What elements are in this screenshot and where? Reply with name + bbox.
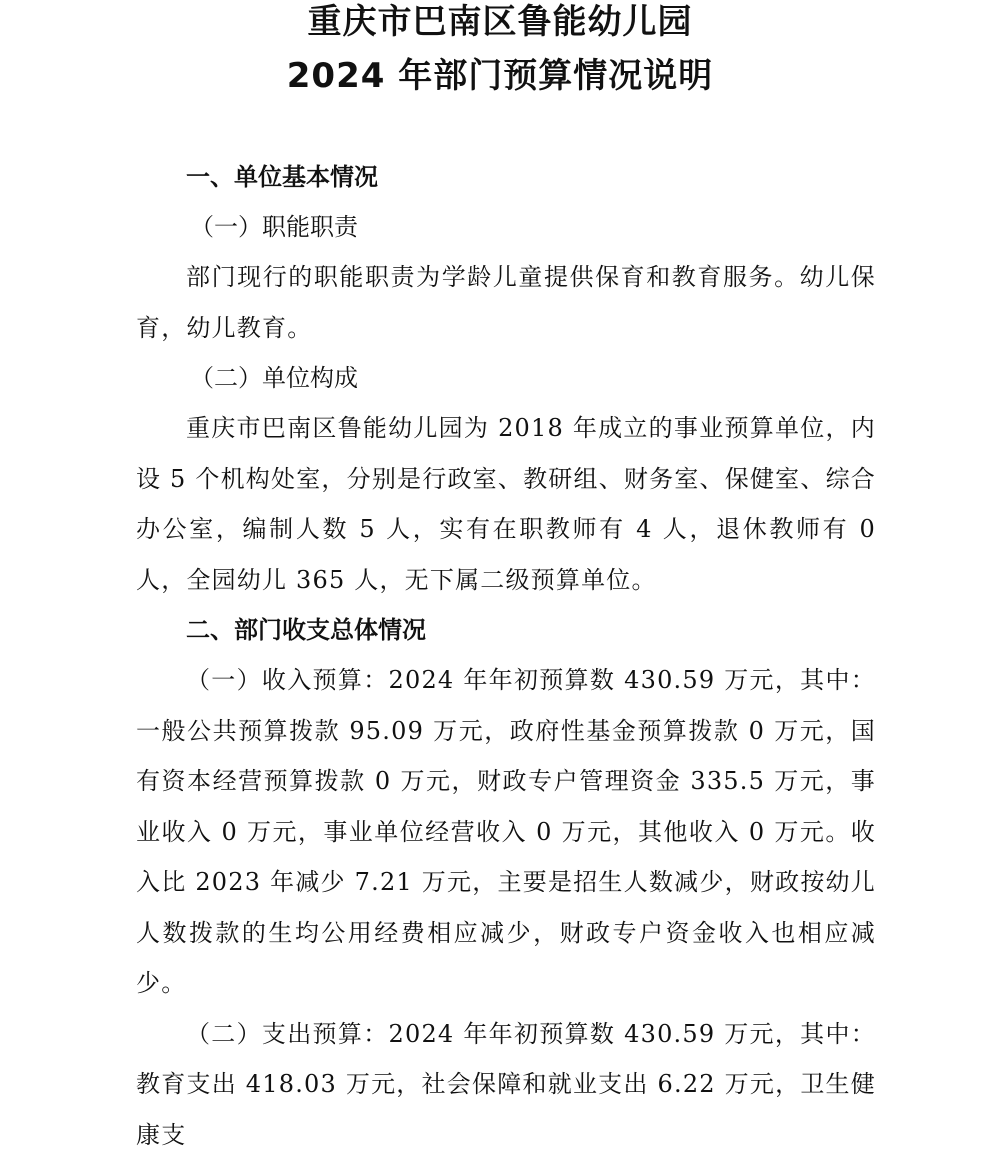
document-title-line2: 2024 年部门预算情况说明 xyxy=(0,56,1000,96)
section-heading-basic-info: 一、单位基本情况 xyxy=(136,152,876,202)
income-budget-lead: （一）收入预算 xyxy=(186,666,363,694)
document-title-line1: 重庆市巴南区鲁能幼儿园 xyxy=(0,2,1000,42)
document-body xyxy=(136,152,876,1160)
expense-budget-lead: （二）支出预算 xyxy=(186,1020,363,1048)
paragraph-income-budget xyxy=(136,655,876,1009)
paragraph-expense-budget xyxy=(136,1009,876,1160)
subsection-heading-composition: （二）单位构成 xyxy=(136,353,876,403)
expense-budget-text: ：2024 年年初预算数 430.59 万元，其中：教育支出 418.03 万元，社会保障和就业支出 6.22 万元，卫生健康支 xyxy=(136,1020,876,1149)
paragraph-duties: 部门现行的职能职责为学龄儿童提供保育和教育服务。幼儿保育，幼儿教育。 xyxy=(136,252,876,353)
paragraph-composition: 重庆市巴南区鲁能幼儿园为 2018 年成立的事业预算单位，内设 5 个机构处室，分别是行政室、教研组、财务室、保健室、综合办公室，编制人数 5 人，实有在职教师有 4 人，退休教师有 0 人，全园幼儿 365 人，无下属二级预算单位。 xyxy=(136,403,876,605)
subsection-heading-duties: （一）职能职责 xyxy=(136,202,876,252)
income-budget-text: ：2024 年年初预算数 430.59 万元，其中：一般公共预算拨款 95.09 万元，政府性基金预算拨款 0 万元，国有资本经营预算拨款 0 万元，财政专户管理资金 335.5 万元，事业收入 0 万元，事业单位经营收入 0 万元，其他收入 0 万元。收入比 2023 年减少 7.21 万元，主要是招生人数减少，财政按幼儿人数拨款的生均公用经费相应减少，财政专户资金收入也相应减少。 xyxy=(136,666,876,997)
section-heading-revenue-expenditure: 二、部门收支总体情况 xyxy=(136,605,876,655)
